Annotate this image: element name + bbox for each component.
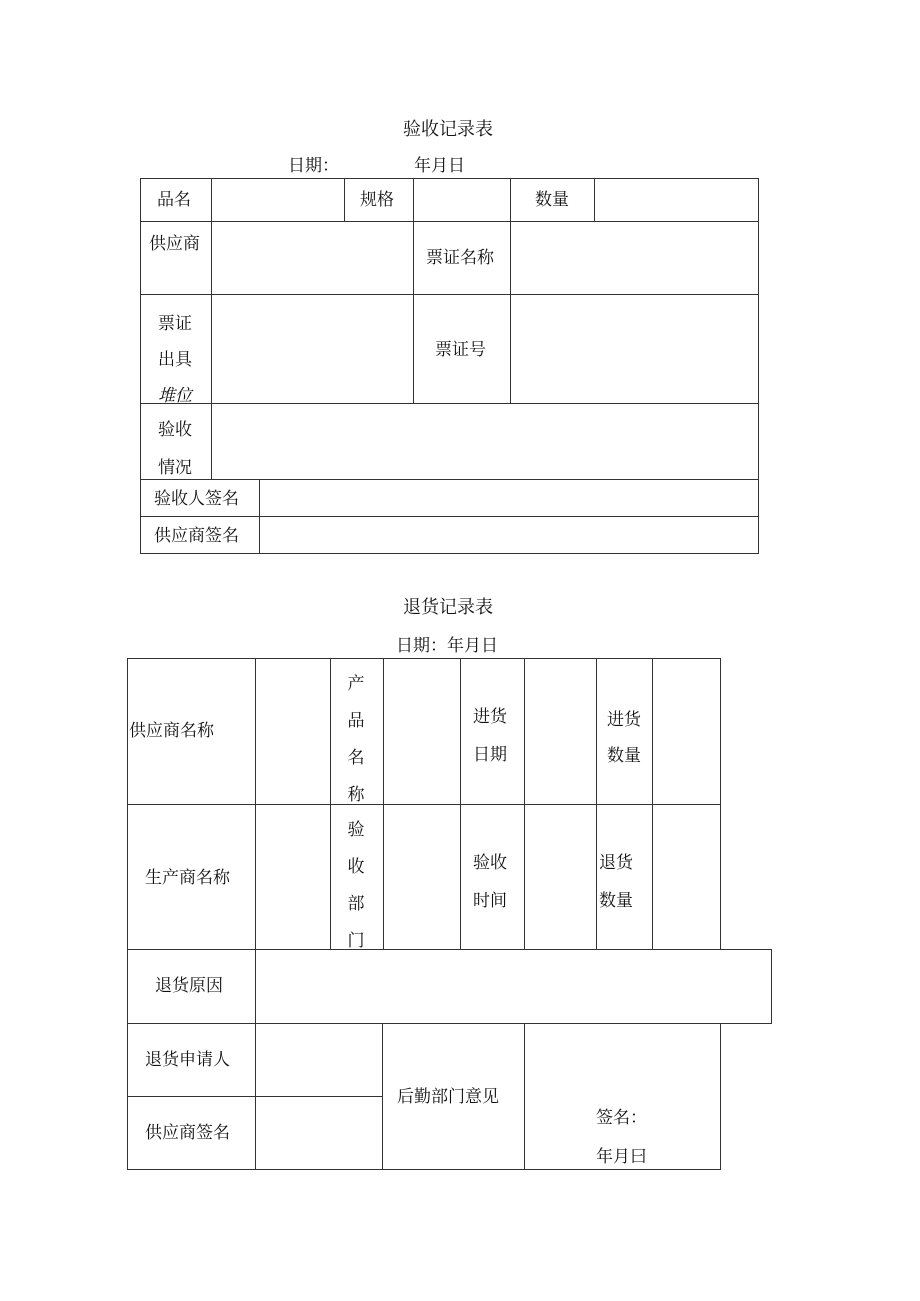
cell-spec-value[interactable]	[413, 178, 511, 222]
return-reason-label: 退货原因	[155, 976, 223, 996]
cell-supplier-name-value[interactable]	[255, 658, 331, 805]
cell-inspection-time-value[interactable]	[524, 804, 597, 950]
return-date-label: 日期：年月日	[396, 636, 498, 656]
inspector-sign-label: 验收人签名	[154, 489, 239, 509]
voucher-issuer-label: 票证 出具 堆位	[158, 314, 192, 406]
cell-voucher-issuer-value[interactable]	[211, 294, 414, 404]
cell-purchase-qty-value[interactable]	[652, 658, 721, 805]
supplier-name-label: 供应商名称	[129, 721, 214, 741]
cell-inspector-sign-value[interactable]	[259, 479, 759, 517]
cell-product-name-value-r[interactable]	[383, 658, 461, 805]
cell-supplier-value[interactable]	[211, 221, 414, 295]
inspection-time-label: 验收 时间	[473, 853, 507, 911]
quantity-label: 数量	[535, 190, 569, 210]
acceptance-title: 验收记录表	[403, 119, 493, 140]
cell-return-reason-value[interactable]	[255, 949, 772, 1024]
spec-label: 规格	[360, 190, 394, 210]
manufacturer-name-label: 生产商名称	[145, 868, 230, 888]
voucher-no-label: 票证号	[435, 340, 486, 360]
cell-inspection-value[interactable]	[211, 403, 759, 480]
cell-return-supplier-sign-value[interactable]	[255, 1096, 383, 1170]
cell-product-name-value[interactable]	[211, 178, 345, 222]
cell-supplier-sign-value[interactable]	[259, 516, 759, 554]
cell-return-applicant-value[interactable]	[255, 1023, 383, 1097]
return-supplier-sign-label: 供应商签名	[145, 1123, 230, 1143]
cell-inspection-dept-value[interactable]	[383, 804, 461, 950]
return-applicant-label: 退货申请人	[145, 1050, 230, 1070]
product-name-label: 品名	[157, 190, 191, 210]
inspection-dept-vertical-label: 验 收 部 门	[347, 820, 365, 951]
voucher-name-label: 票证名称	[426, 248, 494, 268]
sign-date-label: 年月曰	[596, 1147, 647, 1167]
cell-quantity-value[interactable]	[594, 178, 759, 222]
cell-manufacturer-value[interactable]	[255, 804, 331, 950]
logistics-opinion-label: 后勤部门意见	[397, 1087, 499, 1107]
acceptance-date-suffix: 年月日	[414, 156, 465, 176]
cell-purchase-date-value[interactable]	[524, 658, 597, 805]
supplier-label: 供应商	[149, 234, 200, 254]
purchase-date-label: 进货 日期	[473, 707, 507, 765]
acceptance-supplier-sign-label: 供应商签名	[154, 526, 239, 546]
return-title: 退货记录表	[403, 597, 493, 618]
cell-voucher-name-value[interactable]	[510, 221, 759, 295]
product-name-vertical-label: 产 品 名 称	[347, 674, 365, 805]
sign-label: 签名：	[596, 1108, 647, 1128]
cell-return-qty-value[interactable]	[652, 804, 721, 950]
purchase-qty-label: 进货 数量	[607, 710, 641, 766]
cell-supplier-label	[140, 221, 212, 295]
cell-voucher-no-value[interactable]	[510, 294, 759, 404]
inspection-label: 验收 情况	[158, 420, 192, 478]
return-qty-label: 退货 数量	[599, 853, 633, 911]
acceptance-date-label: 日期：	[288, 156, 339, 176]
